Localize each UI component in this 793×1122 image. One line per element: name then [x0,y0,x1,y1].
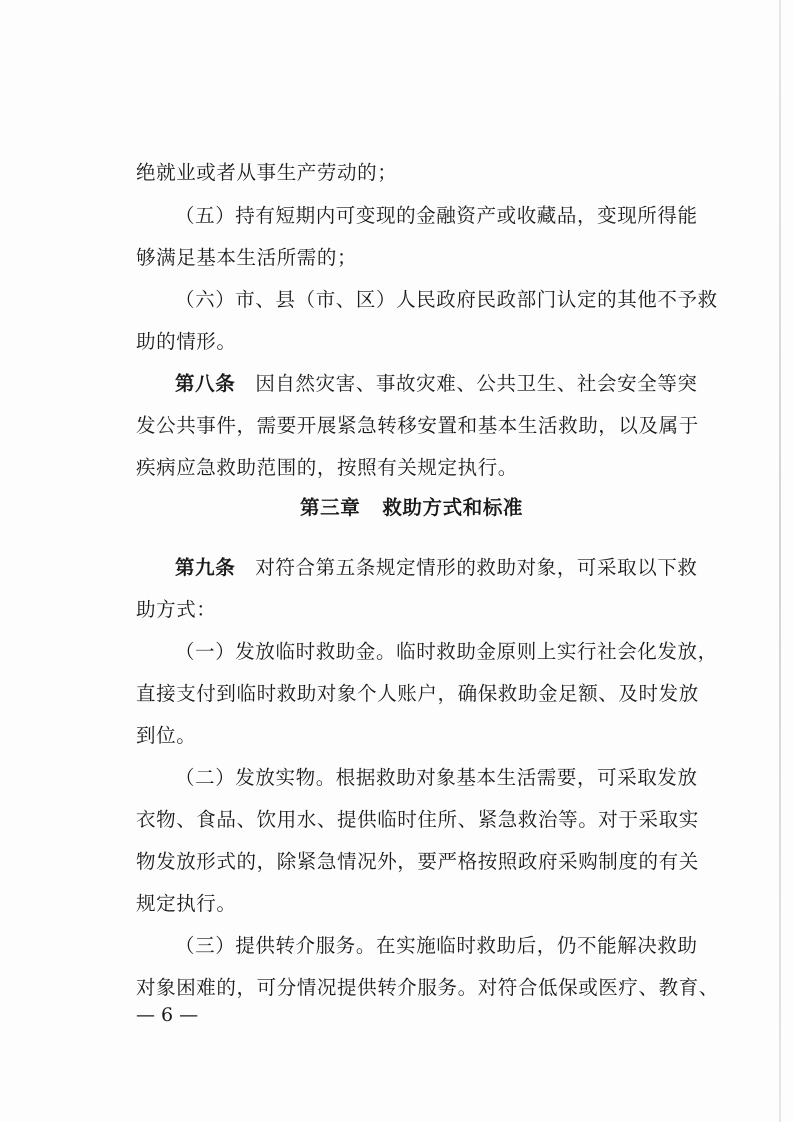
text-line: （三）提供转介服务。在实施临时救助后，仍不能解决救助 [175,934,698,957]
chapter-number: 第三章 [300,496,361,519]
text-line: 发公共事件，需要开展紧急转移安置和基本生活救助，以及属于 [136,414,699,437]
text-line: 直接支付到临时救助对象个人账户，确保救助金足额、及时发放 [136,682,699,705]
chapter-title: 救助方式和标准 [382,496,524,519]
text-line: （二）发放实物。根据救助对象基本生活需要，可采取发放 [175,766,698,789]
text-line: 疾病应急救助范围的，按照有关规定执行。 [136,456,518,479]
text-line: 对象困难的，可分情况提供转介服务。对符合低保或医疗、教育、 [136,976,719,999]
page-number: — 6 — [136,1004,199,1026]
article-9-line [175,553,698,583]
text-line: 物发放形式的，除紧急情况外，要严格按照政府采购制度的有关 [136,850,699,873]
text-line: 助的情形。 [136,330,237,353]
text-line: 助方式： [136,598,217,621]
text-line: 规定执行。 [136,892,237,915]
text-line: 够满足基本生活所需的； [136,246,358,269]
text-line: （五）持有短期内可变现的金融资产或收藏品，变现所得能 [175,204,698,227]
text-line: 到位。 [136,724,197,747]
article-8-line [175,369,698,399]
scan-edge [779,0,781,1122]
text-line: 对符合第五条规定情形的救助对象，可采取以下救 [255,556,698,579]
text-line: （一）发放临时救助金。临时救助金原则上实行社会化发放， [175,640,718,663]
article-9-label: 第九条 [175,556,236,579]
text-line: 绝就业或者从事生产劳动的； [136,161,398,184]
chapter-heading [300,493,523,523]
article-8-label: 第八条 [175,372,236,395]
text-line: （六）市、县（市、区）人民政府民政部门认定的其他不予救 [175,288,718,311]
text-line: 衣物、食品、饮用水、提供临时住所、紧急救治等。对于采取实 [136,808,699,831]
text-line: 因自然灾害、事故灾难、公共卫生、社会安全等突 [255,372,698,395]
